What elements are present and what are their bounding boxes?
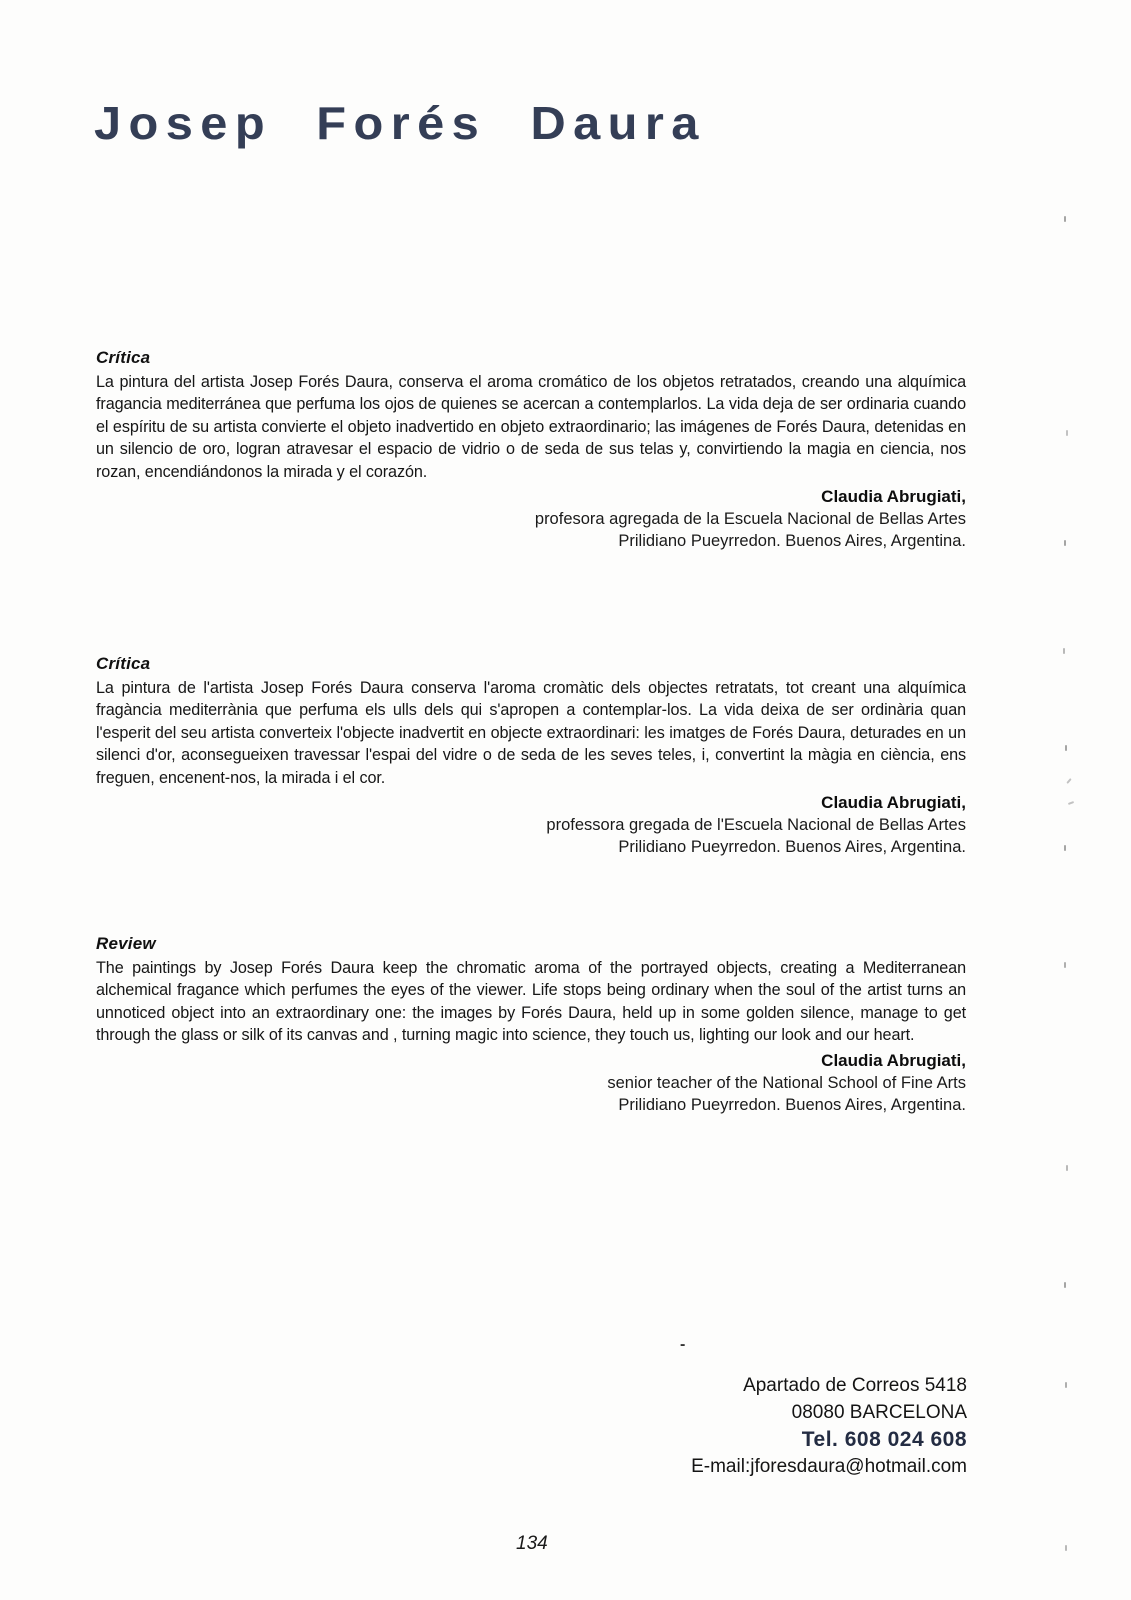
section-heading: Review	[96, 934, 156, 953]
scan-artifact	[1065, 745, 1067, 751]
signature-block	[96, 792, 966, 858]
signature-name: Claudia Abrugiati,	[821, 487, 966, 507]
section-heading: Crítica	[96, 654, 151, 673]
section-heading: Crítica	[96, 348, 151, 367]
contact-dash-mark: -	[680, 1336, 686, 1353]
signature-location: Prilidiano Pueyrredon. Buenos Aires, Argentina.	[618, 532, 966, 551]
scan-artifact	[1066, 778, 1071, 784]
scan-artifact	[1063, 648, 1065, 654]
contact-email: E-mail:jforesdaura@hotmail.com	[691, 1456, 967, 1477]
section-body: The paintings by Josep Forés Daura keep the chromatic aroma of the portrayed objects, creating a Mediterranean alchemical fragance which perfumes the eyes of the viewer. Life stops being ordinary when the soul of the artist turns an unnoticed object into an extraordinary one: the images by Forés Daura, held up in some golden silence, manage to get through the glass or silk of its canvas and , turning magic into science, they touch us, lighting our look and our heart.	[96, 959, 966, 1045]
signature-role: senior teacher of the National School of Fine Arts	[607, 1073, 966, 1092]
signature-role: profesora agregada de la Escuela Nacional de Bellas Artes	[534, 510, 966, 529]
scan-artifact	[1065, 1382, 1067, 1388]
scan-artifact	[1064, 1282, 1066, 1288]
scan-artifact	[1064, 845, 1066, 851]
scan-artifact	[1068, 801, 1074, 805]
contact-po-box: Apartado de Correos 5418	[743, 1375, 967, 1396]
signature-block	[96, 486, 966, 552]
signature-location: Prilidiano Pueyrredon. Buenos Aires, Argentina.	[618, 838, 966, 857]
section-review-english	[96, 934, 966, 1116]
signature-role: professora gregada de l'Escuela Nacional de Bellas Artes	[546, 816, 966, 835]
scan-artifact	[1066, 430, 1068, 436]
scan-artifact	[1066, 1165, 1068, 1171]
section-critica-spanish	[96, 348, 966, 552]
signature-name: Claudia Abrugiati,	[821, 793, 966, 813]
scan-artifact	[1064, 540, 1066, 546]
signature-block	[96, 1050, 966, 1116]
contact-block	[691, 1372, 967, 1480]
signature-location: Prilidiano Pueyrredon. Buenos Aires, Argentina.	[618, 1095, 966, 1114]
section-critica-catalan	[96, 654, 966, 858]
page-title: Josep Forés Daura	[94, 97, 706, 149]
scan-artifact	[1064, 216, 1066, 222]
scan-artifact	[1065, 1545, 1067, 1551]
section-body: La pintura del artista Josep Forés Daura, conserva el aroma cromático de los objetos retratados, creando una alquímica fragancia mediterránea que perfuma los ojos de quienes se acercan a contemplarlos. La vida deja de ser ordinaria cuando el espíritu de su artista convierte el objeto inadvertido en objeto extraordinario; las imágenes de Forés Daura, detenidas en un silencio de oro, logran atravesar el espacio de vidrio o de seda de sus telas y, convirtiendo la magia en ciencia, nos rozan, encendiándonos la mirada y el corazón.	[96, 373, 966, 481]
page-number: 134	[516, 1533, 548, 1554]
scan-artifact	[1064, 962, 1066, 968]
contact-city: 08080 BARCELONA	[791, 1402, 967, 1423]
section-body: La pintura de l'artista Josep Forés Daura conserva l'aroma cromàtic dels objectes retratats, tot creant una alquímica fragància mediterrània que perfuma els ulls dels qui s'apropen a contemplar-los. La vida deixa de ser ordinària quan l'esperit del seu artista converteix l'objecte inadvertit en objecte extraordinari: les imatges de Forés Daura, deturades en un silenci d'or, aconsegueixen travessar l'espai del vidre o de seda de les seves teles, i, convertint la màgia en ciència, ens freguen, encenent-nos, la mirada i el cor.	[96, 679, 966, 787]
signature-name: Claudia Abrugiati,	[821, 1050, 966, 1070]
contact-phone: Tel. 608 024 608	[801, 1428, 967, 1451]
